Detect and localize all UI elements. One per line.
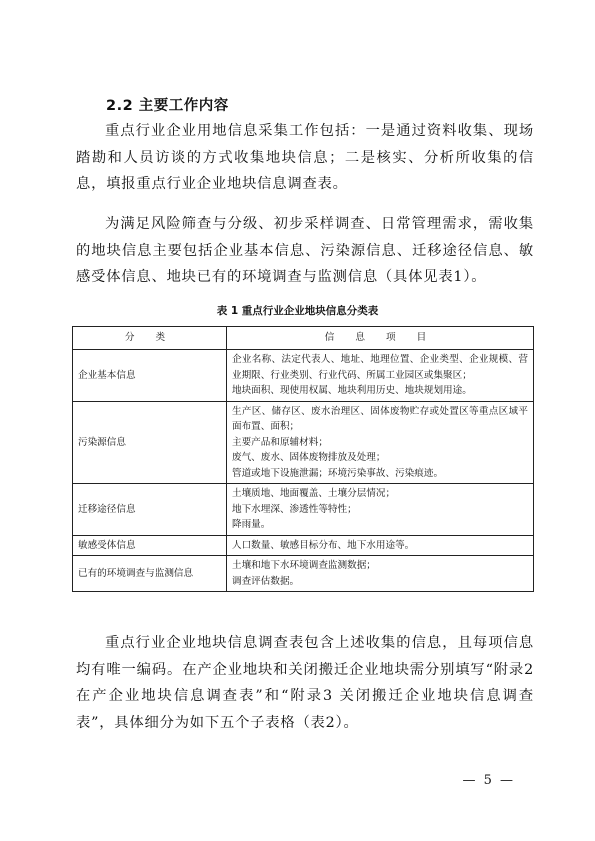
paragraph-1: 重点行业企业用地信息采集工作包括：一是通过资料收集、现场踏勘和人员访谈的方式收集地块信息；二是核实、分析所收集的信息，填报重点行业企业地块信息调查表。 [76, 123, 534, 192]
table-row [73, 401, 534, 484]
paragraph-2: 为满足风险筛查与分级、初步采样调查、日常管理需求，需收集的地块信息主要包括企业基本信息、污染源信息、迁移途径信息、敏感受体信息、地块已有的环境调查与监测信息（具体见表1）。 [76, 216, 534, 285]
row-items [227, 401, 534, 484]
row-category: 已有的环境调查与监测信息 [73, 556, 227, 592]
item-line: 管道或地下设施泄漏；环境污染事故、污染痕迹。 [232, 467, 444, 479]
item-line: 主要产品和原辅材料； [232, 436, 328, 448]
table-row [73, 556, 534, 592]
row-category: 污染源信息 [73, 401, 227, 484]
page-number: — 5 — [462, 773, 515, 788]
item-line: 土壤质地、地面覆盖、土壤分层情况； [232, 488, 396, 499]
header-items: 信 息 项 目 [227, 327, 534, 350]
item-line: 人口数量、敏感目标分布、地下水用途等。 [232, 539, 415, 551]
item-line: 降雨量。 [232, 519, 271, 530]
item-line: 调查评估数据。 [232, 575, 300, 587]
item-line: 地下水埋深、渗透性等特性； [232, 503, 357, 515]
item-line: 废气、废水、固体废物排放及处理； [232, 452, 386, 463]
table-row [73, 350, 534, 402]
row-items [227, 350, 534, 402]
table-header-row [73, 327, 534, 350]
row-category: 企业基本信息 [73, 350, 227, 402]
table-row [73, 535, 534, 556]
section-heading [106, 94, 229, 115]
header-category: 分 类 [73, 327, 227, 350]
info-classification-table [72, 326, 534, 592]
item-line: 生产区、储存区、废水治理区、固体废物贮存或处置区等重点区域平面布置、面积； [232, 405, 528, 432]
row-items [227, 484, 534, 536]
closing-paragraph: 重点行业企业地块信息调查表包含上述收集的信息，且每项信息均有唯一编码。在产企业地块和关闭搬迁企业地块需分别填写“附录2 在产企业地块信息调查表”和“附录3 关闭搬迁企业地块信息调查表”，具体细分为如下五个子表格（表2）。 [76, 635, 534, 731]
item-line: 企业名称、法定代表人、地址、地理位置、企业类型、企业规模、营业期限、行业类别、行业代码、所属工业园区或集聚区； [232, 354, 528, 381]
item-line: 地块面积、现使用权属、地块利用历史、地块规划用途。 [232, 385, 472, 396]
row-category: 迁移途径信息 [73, 484, 227, 536]
row-items [227, 535, 534, 556]
section-number: 2.2 [106, 98, 134, 114]
section-title: 主要工作内容 [138, 98, 229, 114]
table-row [73, 484, 534, 536]
row-items [227, 556, 534, 592]
item-line: 土壤和地下水环境调查监测数据； [232, 560, 376, 571]
row-category: 敏感受体信息 [73, 535, 227, 556]
table-caption: 表 1 重点行业企业地块信息分类表 [216, 305, 379, 317]
